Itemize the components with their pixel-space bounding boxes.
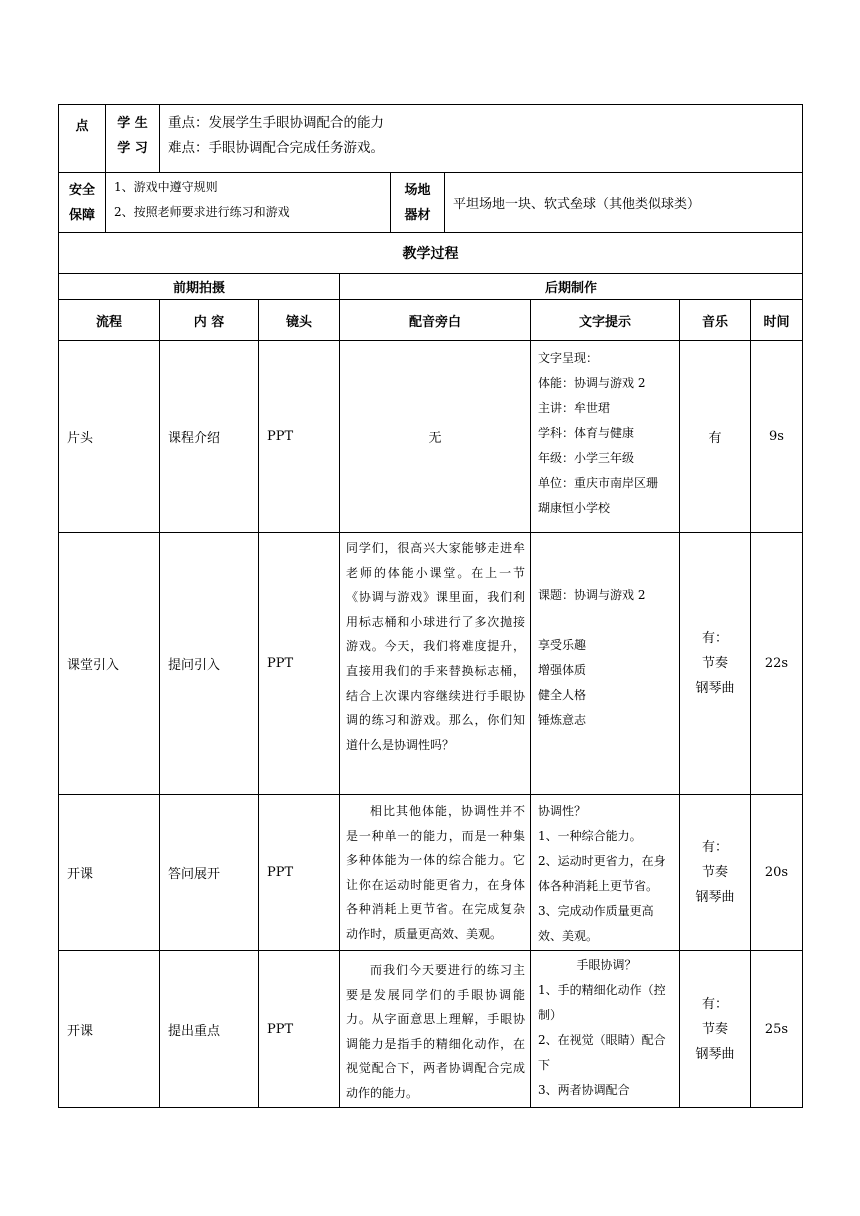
col-header-shot: 镜头	[259, 300, 340, 341]
text-line: 2、运动时更省力，在身	[538, 854, 666, 868]
text-line: 下	[538, 1058, 551, 1072]
post-production-header: 后期制作	[340, 274, 803, 300]
safety-label-line2: 保障	[68, 207, 95, 223]
row-shot: PPT	[259, 795, 340, 951]
text-line: 主讲：牟世珺	[538, 401, 611, 415]
row-stage: 开课	[59, 951, 160, 1108]
safety-label-line1: 安全	[68, 182, 95, 198]
row-music	[680, 951, 751, 1108]
text-line: 1、一种综合能力。	[538, 829, 642, 843]
venue-label-line2: 器材	[404, 207, 431, 223]
text-line: 文字呈现：	[538, 351, 599, 365]
row-narration: 相比其他体能，协调性并不是一种单一的能力，而是一种集多种体能为一体的综合能力。它让你在运动时能更省力，在身体各种消耗上更节省。在完成复杂动作时，质量更高效、美观。	[340, 795, 531, 951]
table-row	[59, 341, 803, 533]
music-line: 钢琴曲	[695, 890, 735, 905]
student-learning-line1: 学 生	[117, 116, 148, 131]
row-text-prompt	[531, 951, 680, 1108]
row-narration: 同学们，很高兴大家能够走进牟老师的体能小课堂。在上一节《协调与游戏》课里面，我们利用标志桶和小球进行了多次抛接游戏。今天，我们将难度提升，直接用我们的手来替换标志桶，结合上次课内容继续进行手眼协调的练习和游戏。那么，你们知道什么是协调性吗？	[340, 533, 531, 795]
pre-production-header: 前期拍摄	[59, 274, 340, 300]
row-music	[680, 533, 751, 795]
text-line: 2、在视觉（眼睛）配合	[538, 1033, 666, 1047]
text-line: 效、美观。	[538, 929, 599, 943]
music-line: 节奏	[701, 865, 728, 880]
safety-item-1: 1、游戏中遵守规则	[114, 180, 218, 194]
music-line: 钢琴曲	[695, 681, 735, 696]
row-content: 答问展开	[160, 795, 259, 951]
music-line: 节奏	[701, 1021, 728, 1037]
row-narration: 无	[340, 341, 531, 533]
text-line	[538, 608, 675, 633]
safety-item-2: 2、按照老师要求进行练习和游戏	[114, 205, 290, 219]
safety-label	[59, 173, 106, 233]
music-line: 钢琴曲	[695, 1046, 735, 1062]
music-line: 有：	[701, 631, 728, 646]
safety-table	[58, 172, 803, 233]
col-header-music: 音乐	[680, 300, 751, 341]
text-line: 制）	[538, 1008, 563, 1022]
text-line: 3、两者协调配合	[538, 1083, 630, 1097]
venue-label	[391, 173, 445, 233]
text-line: 协调性？	[538, 804, 587, 818]
process-title: 教学过程	[59, 233, 803, 274]
process-table	[58, 232, 803, 1108]
music-line: 节奏	[701, 656, 728, 671]
text-line: 体各种消耗上更节省。	[538, 879, 659, 893]
row-content: 课程介绍	[160, 341, 259, 533]
text-line: 年级：小学三年级	[538, 451, 635, 465]
text-line: 瑚康恒小学校	[538, 501, 611, 515]
text-line: 体能：协调与游戏 2	[538, 376, 646, 390]
col-header-text: 文字提示	[531, 300, 680, 341]
focus-table	[58, 104, 803, 173]
text-line: 健全人格	[538, 688, 587, 702]
text-line: 单位：重庆市南岸区珊	[538, 476, 659, 490]
text-line: 享受乐趣	[538, 638, 587, 652]
row-content: 提问引入	[160, 533, 259, 795]
music-line: 有：	[701, 996, 728, 1012]
row-stage: 课堂引入	[59, 533, 160, 795]
row-shot: PPT	[259, 533, 340, 795]
text-line: 1、手的精细化动作（控	[538, 983, 666, 997]
text-line: 学科：体育与健康	[538, 426, 635, 440]
row-narration: 而我们今天要进行的练习主要是发展同学们的手眼协调能力。从字面意思上理解，手眼协调能力是指手的精细化动作，在视觉配合下，两者协调配合完成动作的能力。	[340, 951, 531, 1108]
col-header-stage: 流程	[59, 300, 160, 341]
student-learning-label	[106, 105, 160, 173]
row-text-prompt	[531, 533, 680, 795]
safety-items	[106, 173, 391, 233]
text-line: 3、完成动作质量更高	[538, 904, 654, 918]
text-title: 手眼协调？	[576, 958, 637, 972]
text-line: 课题：协调与游戏 2	[538, 588, 646, 602]
text-line: 增强体质	[538, 663, 587, 677]
table-row	[59, 795, 803, 951]
row-time: 22s	[751, 533, 803, 795]
row-stage: 开课	[59, 795, 160, 951]
focus-text: 重点：发展学生手眼协调配合的能力	[168, 115, 384, 131]
row-shot: PPT	[259, 951, 340, 1108]
point-label: 点	[59, 105, 106, 173]
row-text-prompt	[531, 341, 680, 533]
table-row	[59, 533, 803, 795]
row-content: 提出重点	[160, 951, 259, 1108]
music-line: 有：	[701, 840, 728, 855]
text-line: 锤炼意志	[538, 713, 587, 727]
row-time: 25s	[751, 951, 803, 1108]
difficulty-text: 难点：手眼协调配合完成任务游戏。	[168, 140, 384, 156]
venue-label-line1: 场地	[404, 182, 431, 198]
row-shot: PPT	[259, 341, 340, 533]
col-header-time: 时间	[751, 300, 803, 341]
col-header-narration: 配音旁白	[340, 300, 531, 341]
row-music: 有	[680, 341, 751, 533]
focus-difficulty-cell	[160, 105, 803, 173]
table-row	[59, 951, 803, 1108]
row-text-prompt	[531, 795, 680, 951]
row-time: 20s	[751, 795, 803, 951]
student-learning-line2: 学 习	[117, 141, 148, 156]
row-music	[680, 795, 751, 951]
row-stage: 片头	[59, 341, 160, 533]
col-header-content: 内 容	[160, 300, 259, 341]
venue-text: 平坦场地一块、软式垒球（其他类似球类）	[445, 173, 803, 233]
row-time: 9s	[751, 341, 803, 533]
